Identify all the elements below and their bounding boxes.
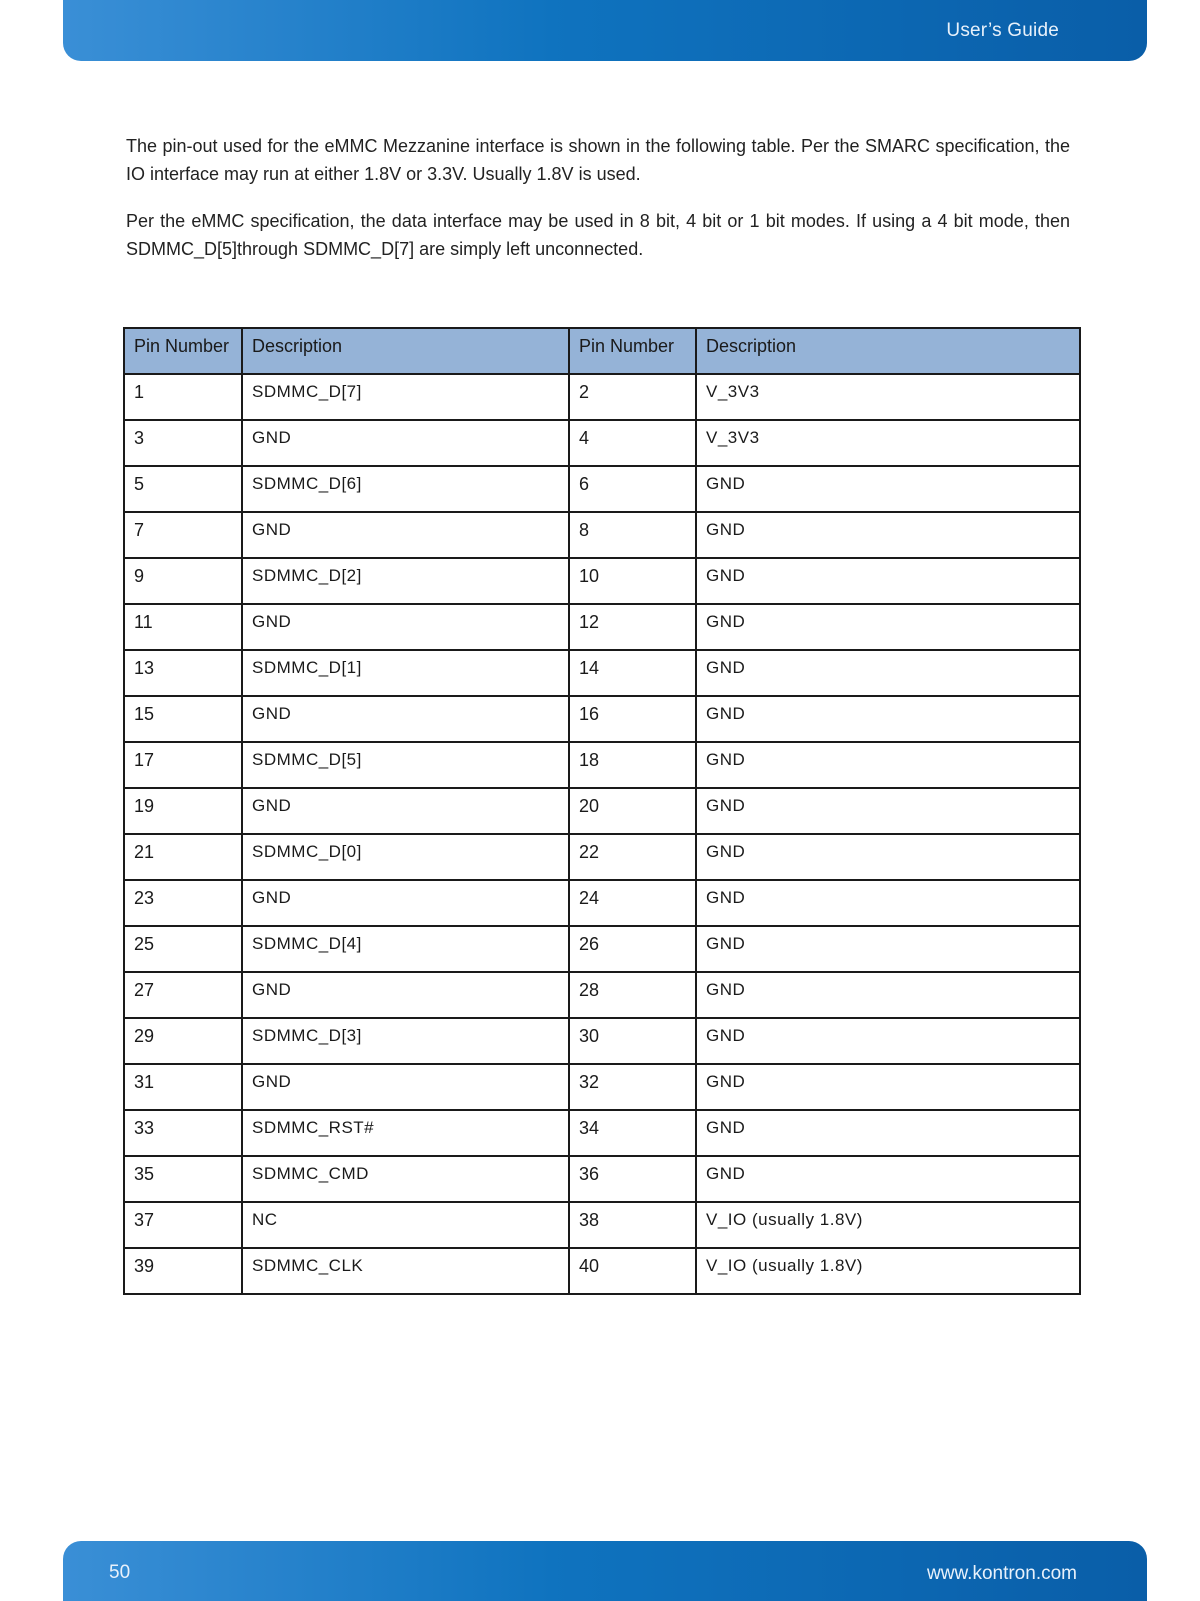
document-title: User’s Guide xyxy=(946,20,1059,41)
pin-number-cell: 5 xyxy=(124,466,242,512)
description-cell: SDMMC_D[3] xyxy=(242,1018,569,1064)
pin-number-cell: 33 xyxy=(124,1110,242,1156)
table-row xyxy=(124,1248,1080,1294)
pin-number-cell: 9 xyxy=(124,558,242,604)
description-cell: GND xyxy=(696,604,1080,650)
pin-number-cell: 14 xyxy=(569,650,696,696)
description-cell: GND xyxy=(696,834,1080,880)
description-cell: SDMMC_D[0] xyxy=(242,834,569,880)
table-row xyxy=(124,512,1080,558)
description-cell: GND xyxy=(696,972,1080,1018)
table-row xyxy=(124,926,1080,972)
description-cell: GND xyxy=(242,972,569,1018)
pin-number-cell: 34 xyxy=(569,1110,696,1156)
description-cell: SDMMC_D[4] xyxy=(242,926,569,972)
header-bar xyxy=(63,0,1147,61)
column-header-pin-number: Pin Number xyxy=(124,328,242,374)
description-cell: V_IO (usually 1.8V) xyxy=(696,1202,1080,1248)
table-row xyxy=(124,650,1080,696)
description-cell: GND xyxy=(696,512,1080,558)
pin-number-cell: 24 xyxy=(569,880,696,926)
pin-number-cell: 18 xyxy=(569,742,696,788)
pin-number-cell: 8 xyxy=(569,512,696,558)
pin-number-cell: 31 xyxy=(124,1064,242,1110)
table-row xyxy=(124,1156,1080,1202)
description-cell: GND xyxy=(696,1064,1080,1110)
description-cell: GND xyxy=(696,1110,1080,1156)
intro-paragraph-2: Per the eMMC specification, the data interface may be used in 8 bit, 4 bit or 1 bit modes. If using a 4 bit mode, then SDMMC_D[5]through SDMMC_D[7] are simply left unconnected. xyxy=(126,211,1070,259)
pin-number-cell: 6 xyxy=(569,466,696,512)
pin-number-cell: 16 xyxy=(569,696,696,742)
table-row xyxy=(124,880,1080,926)
description-cell: V_3V3 xyxy=(696,374,1080,420)
column-header-description: Description xyxy=(242,328,569,374)
pin-number-cell: 2 xyxy=(569,374,696,420)
description-cell: GND xyxy=(242,1064,569,1110)
description-cell: GND xyxy=(696,742,1080,788)
table-row xyxy=(124,420,1080,466)
pin-number-cell: 36 xyxy=(569,1156,696,1202)
pin-number-cell: 22 xyxy=(569,834,696,880)
pin-number-cell: 30 xyxy=(569,1018,696,1064)
description-cell: SDMMC_CLK xyxy=(242,1248,569,1294)
pin-number-cell: 7 xyxy=(124,512,242,558)
table-row xyxy=(124,788,1080,834)
description-cell: V_3V3 xyxy=(696,420,1080,466)
table-row xyxy=(124,466,1080,512)
pin-number-cell: 13 xyxy=(124,650,242,696)
description-cell: SDMMC_D[5] xyxy=(242,742,569,788)
pin-number-cell: 1 xyxy=(124,374,242,420)
table-row xyxy=(124,742,1080,788)
pin-number-cell: 17 xyxy=(124,742,242,788)
description-cell: GND xyxy=(242,604,569,650)
description-cell: V_IO (usually 1.8V) xyxy=(696,1248,1080,1294)
table-row xyxy=(124,374,1080,420)
description-cell: SDMMC_D[1] xyxy=(242,650,569,696)
table-row xyxy=(124,1202,1080,1248)
pin-number-cell: 28 xyxy=(569,972,696,1018)
page-number: 50 xyxy=(109,1562,131,1583)
pin-number-cell: 39 xyxy=(124,1248,242,1294)
table-row xyxy=(124,1018,1080,1064)
table-header-row xyxy=(124,328,1080,374)
pin-number-cell: 10 xyxy=(569,558,696,604)
description-cell: GND xyxy=(696,788,1080,834)
table-row xyxy=(124,558,1080,604)
column-header-pin-number: Pin Number xyxy=(569,328,696,374)
description-cell: GND xyxy=(242,880,569,926)
description-cell: SDMMC_D[2] xyxy=(242,558,569,604)
description-cell: SDMMC_CMD xyxy=(242,1156,569,1202)
description-cell: GND xyxy=(696,880,1080,926)
pin-number-cell: 23 xyxy=(124,880,242,926)
description-cell: GND xyxy=(696,466,1080,512)
website-link[interactable]: www.kontron.com xyxy=(927,1563,1077,1584)
pin-number-cell: 20 xyxy=(569,788,696,834)
column-header-description: Description xyxy=(696,328,1080,374)
pin-number-cell: 25 xyxy=(124,926,242,972)
pin-number-cell: 35 xyxy=(124,1156,242,1202)
pin-number-cell: 19 xyxy=(124,788,242,834)
description-cell: GND xyxy=(242,420,569,466)
intro-text xyxy=(126,132,1070,282)
table-row xyxy=(124,972,1080,1018)
description-cell: GND xyxy=(696,558,1080,604)
pin-number-cell: 40 xyxy=(569,1248,696,1294)
description-cell: GND xyxy=(696,1156,1080,1202)
pin-number-cell: 26 xyxy=(569,926,696,972)
pin-number-cell: 37 xyxy=(124,1202,242,1248)
pin-number-cell: 38 xyxy=(569,1202,696,1248)
table-row xyxy=(124,1110,1080,1156)
description-cell: GND xyxy=(242,788,569,834)
footer-bar xyxy=(63,1541,1147,1601)
pin-number-cell: 21 xyxy=(124,834,242,880)
description-cell: SDMMC_RST# xyxy=(242,1110,569,1156)
description-cell: GND xyxy=(696,650,1080,696)
description-cell: GND xyxy=(696,926,1080,972)
table-row xyxy=(124,696,1080,742)
description-cell: SDMMC_D[6] xyxy=(242,466,569,512)
pin-number-cell: 32 xyxy=(569,1064,696,1110)
description-cell: GND xyxy=(242,512,569,558)
table-row xyxy=(124,834,1080,880)
description-cell: SDMMC_D[7] xyxy=(242,374,569,420)
pin-number-cell: 3 xyxy=(124,420,242,466)
description-cell: GND xyxy=(242,696,569,742)
table-row xyxy=(124,604,1080,650)
pin-number-cell: 29 xyxy=(124,1018,242,1064)
description-cell: GND xyxy=(696,696,1080,742)
description-cell: NC xyxy=(242,1202,569,1248)
table-row xyxy=(124,1064,1080,1110)
pin-number-cell: 27 xyxy=(124,972,242,1018)
intro-paragraph-1: The pin-out used for the eMMC Mezzanine interface is shown in the following table. Per the SMARC specification, the IO interface may run at either 1.8V or 3.3V. Usually 1.8V is used. xyxy=(126,136,1070,184)
pin-number-cell: 11 xyxy=(124,604,242,650)
pin-number-cell: 12 xyxy=(569,604,696,650)
pin-number-cell: 4 xyxy=(569,420,696,466)
description-cell: GND xyxy=(696,1018,1080,1064)
pin-number-cell: 15 xyxy=(124,696,242,742)
pinout-table xyxy=(123,327,1081,1295)
